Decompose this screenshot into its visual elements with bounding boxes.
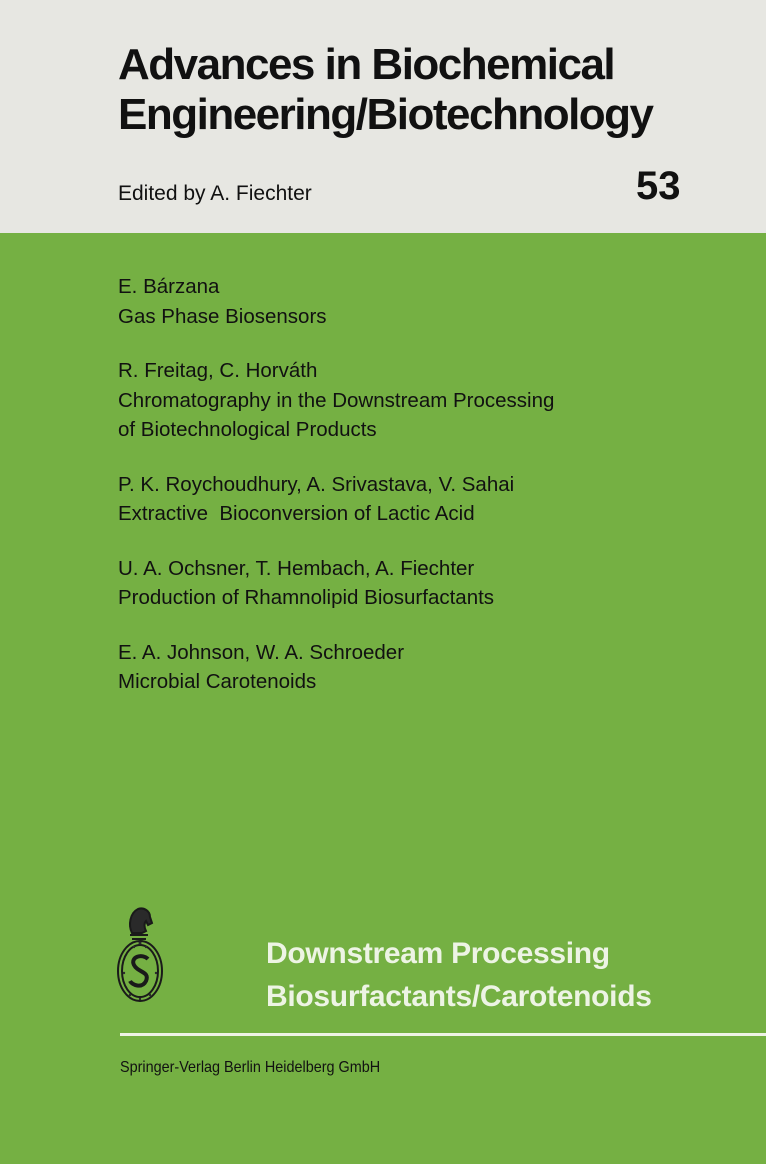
entry-title: Gas Phase Biosensors (118, 304, 327, 328)
contents-entry (118, 638, 738, 697)
contents-entry (118, 356, 738, 445)
contents-list (118, 272, 738, 722)
contents-entry (118, 470, 738, 529)
entry-title: Extractive Bioconversion of Lactic Acid (118, 502, 475, 525)
subject-title (266, 932, 652, 1018)
editor-credit: Edited by A. Fiechter (118, 182, 312, 205)
entry-title: Chromatography in the Downstream Processing (118, 388, 555, 412)
entry-title: of Biotechnological Products (118, 418, 377, 441)
series-title (118, 40, 653, 140)
entry-authors: R. Freitag, C. Horváth (118, 359, 318, 382)
entry-authors: E. A. Johnson, W. A. Schroeder (118, 640, 405, 664)
entry-authors: E. Bárzana (118, 275, 220, 298)
springer-knight-logo-icon (108, 903, 172, 1009)
contents-entry (118, 554, 738, 613)
subject-line-1: Downstream Processing (266, 937, 610, 970)
subject-line-2: Biosurfactants/Carotenoids (266, 980, 652, 1013)
entry-authors: U. A. Ochsner, T. Hembach, A. Fiechter (118, 556, 475, 580)
entry-title: Production of Rhamnolipid Biosurfactants (118, 586, 495, 609)
series-title-line-2: Engineering/Biotechnology (118, 90, 653, 139)
divider-rule (120, 1033, 766, 1036)
contents-entry (118, 272, 738, 331)
series-title-line-1: Advances in Biochemical (118, 40, 615, 89)
cover-header (0, 0, 766, 233)
entry-title: Microbial Carotenoids (118, 670, 317, 693)
entry-authors: P. K. Roychoudhury, A. Srivastava, V. Sahai (118, 472, 515, 496)
publisher-imprint: Springer-Verlag Berlin Heidelberg GmbH (120, 1059, 381, 1076)
volume-number: 53 (636, 164, 681, 208)
